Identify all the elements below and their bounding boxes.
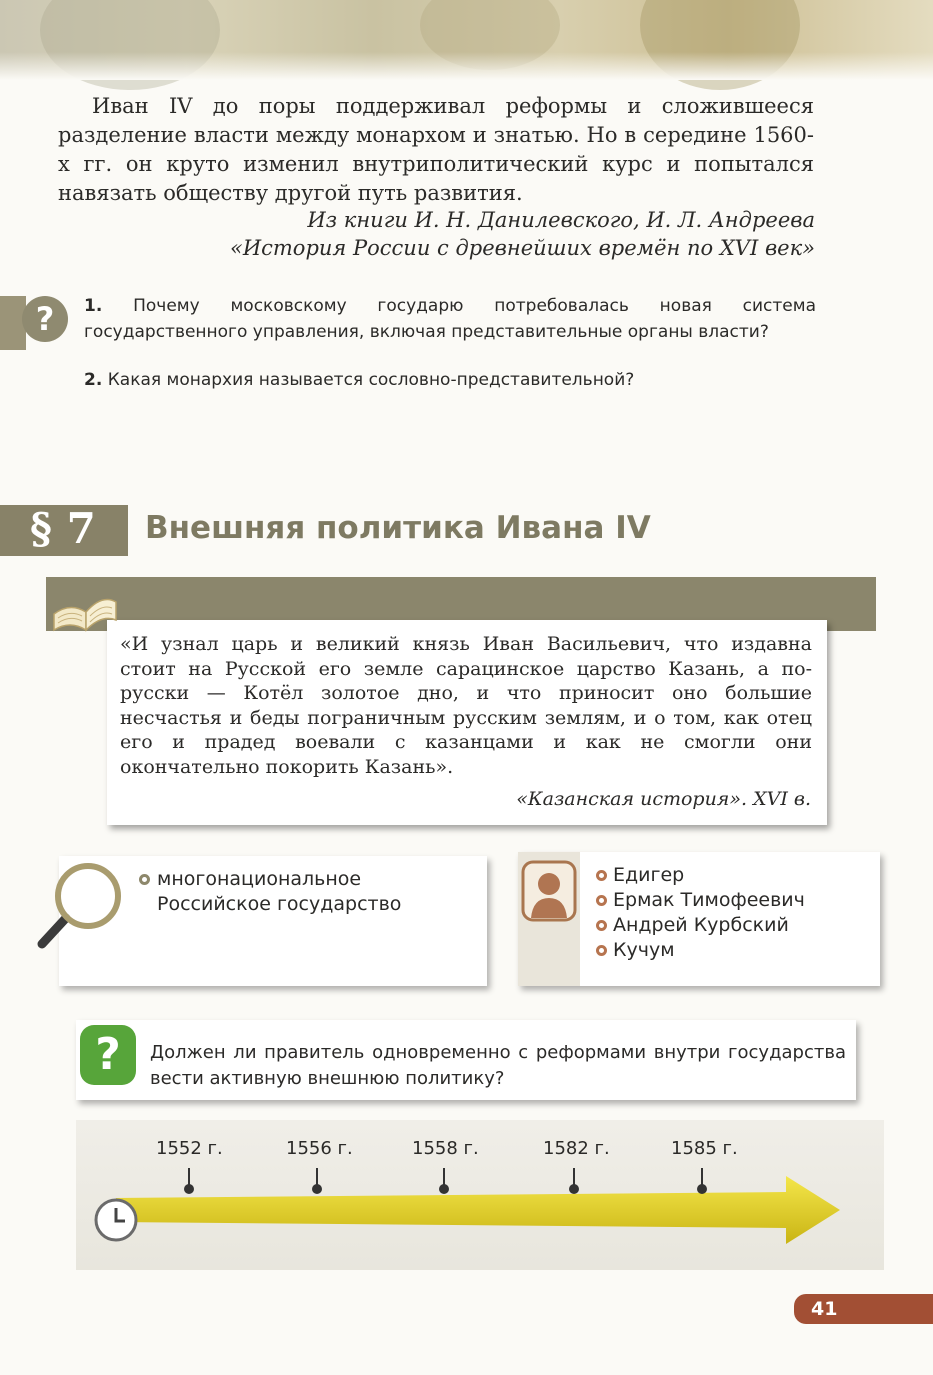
concept-line-2: Российское государство [157,893,402,915]
clock-icon [92,1196,140,1244]
question-1-number: 1. [84,296,103,316]
timeline-tick [443,1168,445,1190]
page-number: 41 [811,1298,838,1320]
timeline-tick [316,1168,318,1190]
person-bullet [596,945,607,956]
person-silhouette-icon [521,860,577,922]
intro-paragraph: Иван IV до поры поддерживал реформы и сложившееся разделение власти между монархом и знатью. Но в середине 1560-х гг. он круто изменил внутриполитический курс и попытался навязать обществу другой путь развития. [58,94,814,205]
question-1-text: Почему московскому государю потребовалась новая система государственного управления, включая представительные органы власти? [84,296,817,342]
timeline-tick [701,1168,703,1190]
timeline-year: 1556 г. [286,1138,353,1159]
question-icon: ? [80,1025,136,1085]
quote-text: «И узнал царь и великий князь Иван Васильевич, что издавна стоит на Русской его земле сарацинское царство Казань, а по-русски — Котёл золотое дно, и что приносит оно большие несчастья и беды пограничным русским землям, и о том, как отец его и прадед воевали с казанцами и как не смогли они окончательно покорить Казань». [120,633,812,778]
question-2-text: Какая монархия называется сословно-представительной? [107,370,635,390]
person-bullet [596,920,607,931]
section-title: Внешняя политика Ивана IV [145,510,651,546]
timeline-year: 1558 г. [412,1138,479,1159]
question-1 [84,293,816,345]
question-icon: ? [22,296,68,342]
timeline-year: 1582 г. [543,1138,610,1159]
concept-line-1: многонациональное [157,868,362,890]
open-book-icon [50,584,120,634]
timeline-tick [573,1168,575,1190]
concept-bullet [139,874,150,885]
source-citation-author: Из книги И. Н. Данилевского, И. Л. Андреева [307,208,815,232]
section-number: § 7 [30,504,96,553]
source-citation-title: «История России с древнейших времён по XVI век» [229,236,815,260]
quote-source: «Казанская история». XVI в. [516,788,811,810]
discussion-question: Должен ли правитель одновременно с реформами внутри государства вести активную внешнюю политику? [150,1042,846,1089]
question-2 [84,367,816,393]
person-name: Андрей Курбский [613,914,789,936]
timeline-year: 1585 г. [671,1138,738,1159]
person-bullet [596,895,607,906]
question-2-number: 2. [84,370,103,390]
person-name: Кучум [613,939,675,961]
timeline-tick [188,1168,190,1190]
timeline-year: 1552 г. [156,1138,223,1159]
person-name: Едигер [613,864,685,886]
timeline-arrow [96,1170,844,1250]
person-name: Ермак Тимофеевич [613,889,805,911]
person-bullet [596,870,607,881]
magnifier-icon [36,860,126,952]
header-illustration [0,0,933,80]
